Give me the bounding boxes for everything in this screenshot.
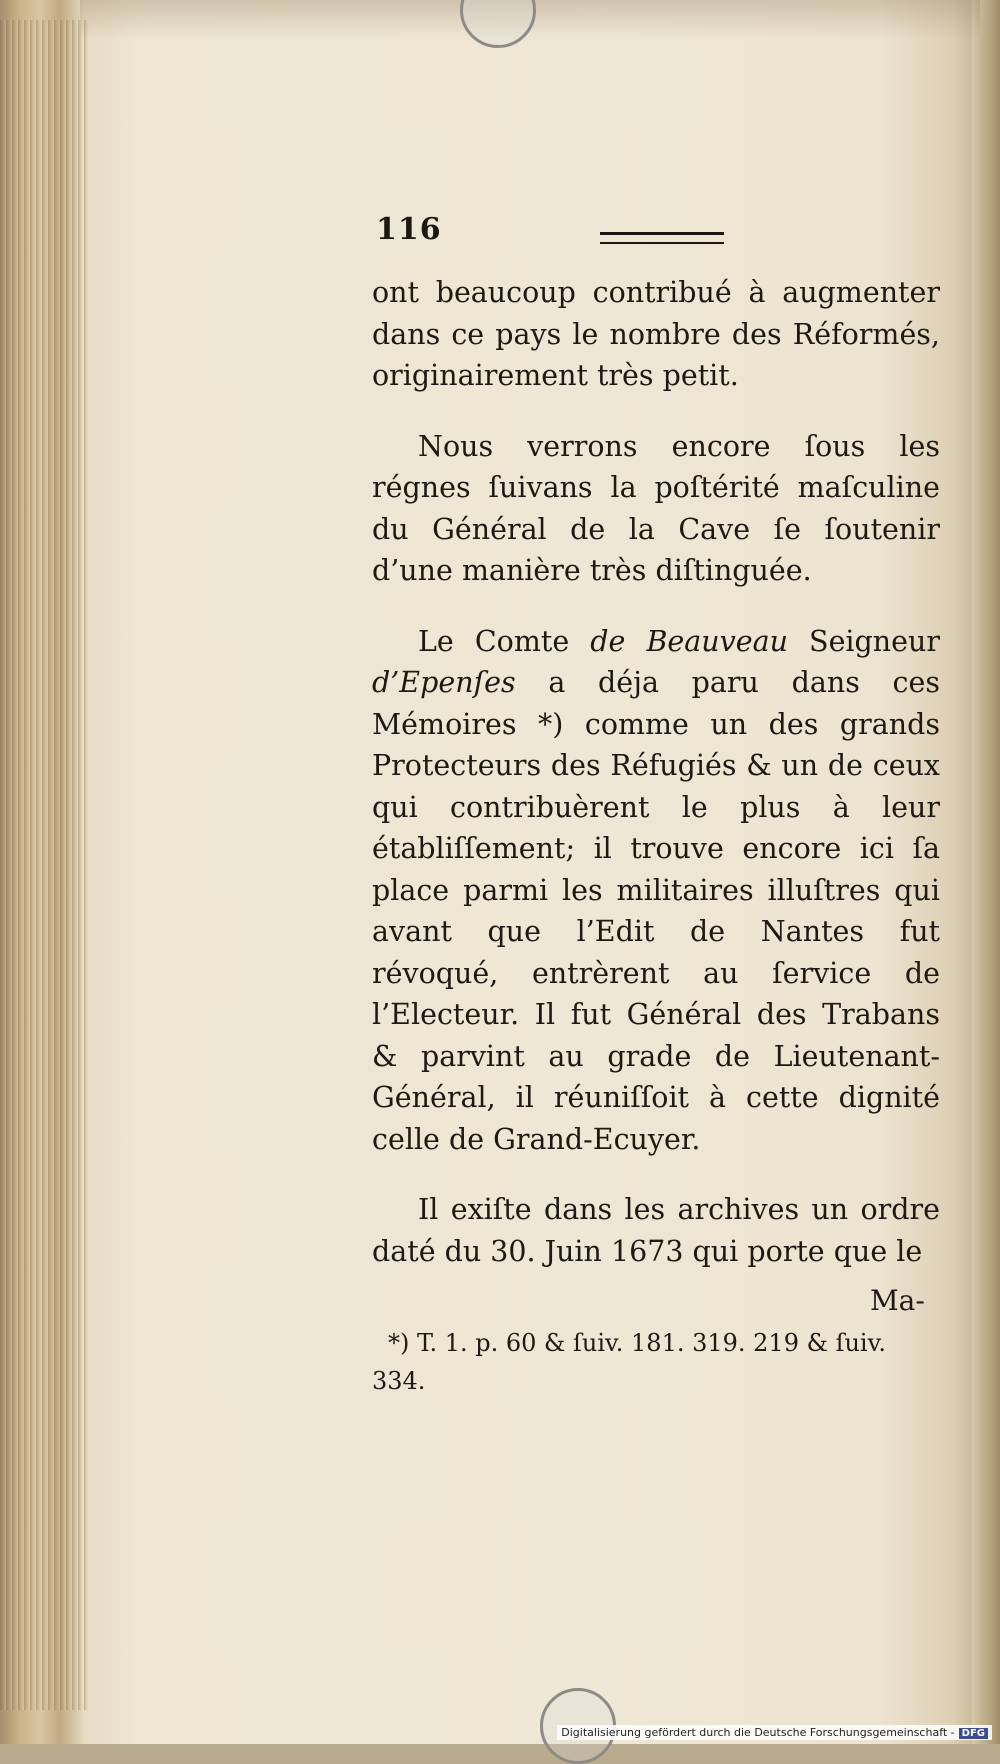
credit-text: Digitalisierung gefördert durch die Deutsche Forschungsgemeinschaft -	[561, 1726, 955, 1739]
page-stack-edge	[0, 20, 88, 1710]
paragraph	[372, 621, 940, 1161]
dfg-logo: DFG	[959, 1728, 988, 1739]
paragraph: ont beaucoup contribué à augmenter dans ce pays le nombre des Réformés, originairement très petit.	[372, 276, 940, 392]
italic-name: de Beauveau	[590, 624, 788, 658]
paragraph-text: Le Comte	[418, 624, 591, 658]
digitization-credit	[557, 1725, 992, 1740]
footnote: *) T. 1. p. 60 & ſuiv. 181. 319. 219 & ſuiv. 334.	[372, 1329, 886, 1395]
page-header	[376, 212, 726, 252]
body-text	[372, 272, 940, 1301]
paragraph: Nous verrons encore ſous les régnes ſuivans la poſtérité maſculine du Général de la Cave ſe ſoutenir d’une manière très diſtinguée.	[372, 429, 940, 587]
paragraph-text: Seigneur	[787, 624, 940, 658]
paragraph: Il exiſte dans les archives un ordre daté du 30. Juin 1673 qui porte que le	[372, 1193, 940, 1268]
page-right-edge	[972, 0, 1000, 1744]
paragraph-text: a déja paru dans ces Mémoires *) comme un des grands Protecteurs des Réfugiés & un de ceux qui contribuèrent le plus à leur établiſſement; il trouve encore ici ſa place parmi les militaires illuſtres qui avant que l’Edit de Nantes fut révoqué, entrèrent au ſervice de l’Electeur. Il fut Général des Trabans & parvint au grade de Lieutenant-Général, il réuniſſoit à cette dignité celle de Grand-Ecuyer.	[372, 666, 940, 1156]
header-rule	[600, 232, 724, 244]
italic-name: d’Epenſes	[372, 666, 516, 699]
page-number: 116	[376, 212, 442, 247]
catchword: Ma-	[870, 1284, 925, 1317]
